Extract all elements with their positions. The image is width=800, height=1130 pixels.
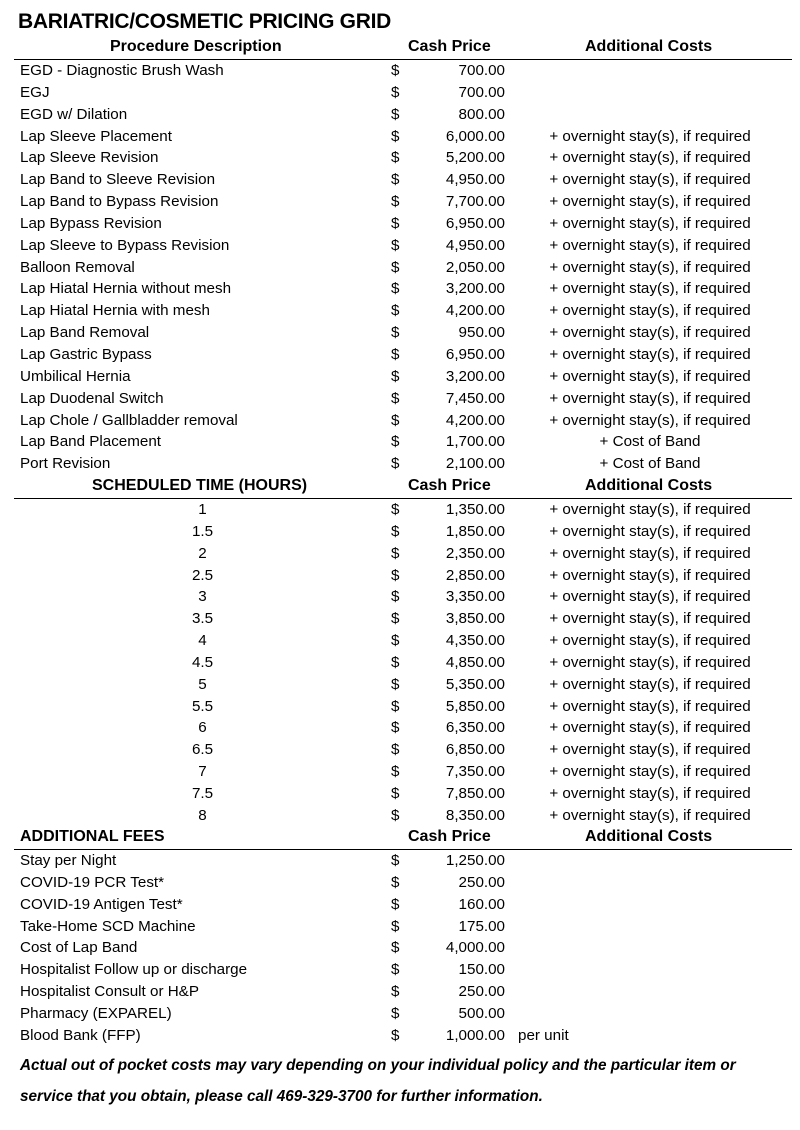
row-description: 4 [198, 632, 207, 650]
row-price: 1,250.00 [445, 852, 505, 869]
table-row [0, 499, 800, 521]
row-description: Lap Bypass Revision [20, 214, 162, 232]
currency-symbol: $ [391, 127, 400, 145]
scheduled-time-heading: SCHEDULED TIME (HOURS) [92, 477, 308, 494]
table-row [0, 652, 800, 674]
row-description: EGD w/ Dilation [20, 105, 128, 123]
table-row [0, 126, 800, 148]
row-price: 2,350.00 [445, 544, 505, 562]
row-price: 4,950.00 [445, 236, 505, 254]
currency-symbol: $ [391, 501, 400, 518]
row-price: 6,950.00 [445, 214, 505, 232]
currency-symbol: $ [391, 588, 400, 606]
row-additional-cost: + overnight stay(s), if required [549, 127, 751, 145]
row-price: 2,100.00 [445, 455, 505, 473]
row-price: 1,700.00 [445, 433, 505, 451]
table-row [0, 431, 800, 453]
row-additional-cost: + overnight stay(s), if required [549, 149, 751, 167]
row-price: 700.00 [458, 83, 505, 101]
row-price: 1,850.00 [445, 522, 505, 540]
currency-symbol: $ [391, 983, 400, 1001]
currency-symbol: $ [391, 433, 400, 451]
row-additional-cost: + overnight stay(s), if required [549, 367, 751, 385]
table-row [0, 739, 800, 761]
page-title: BARIATRIC/COSMETIC PRICING GRID [18, 10, 391, 33]
row-description: Hospitalist Consult or H&P [20, 983, 199, 1001]
row-description: 2 [198, 544, 207, 562]
currency-symbol: $ [391, 939, 400, 957]
currency-symbol: $ [391, 544, 400, 562]
row-description: Lap Duodenal Switch [20, 389, 164, 407]
row-description: Lap Sleeve Revision [20, 149, 159, 167]
currency-symbol: $ [391, 411, 400, 429]
scheduled-rows [0, 499, 800, 827]
table-row [0, 805, 800, 827]
table-row [0, 257, 800, 279]
additional-costs-heading: Additional Costs [585, 477, 713, 494]
table-row [0, 344, 800, 366]
row-additional-cost: + overnight stay(s), if required [549, 214, 751, 232]
currency-symbol: $ [391, 149, 400, 167]
procedure-description-heading: Procedure Description [110, 38, 282, 55]
row-additional-cost: + Cost of Band [599, 455, 701, 473]
currency-symbol: $ [391, 455, 400, 473]
row-additional-cost: + overnight stay(s), if required [549, 675, 751, 693]
row-description: 6.5 [191, 741, 214, 759]
row-price: 3,850.00 [445, 610, 505, 628]
row-description: 7 [198, 763, 207, 781]
table-row [0, 300, 800, 322]
cash-price-heading: Cash Price [408, 828, 491, 845]
table-row [0, 894, 800, 916]
row-description: Umbilical Hernia [20, 367, 131, 385]
row-description: Take-Home SCD Machine [20, 917, 196, 935]
row-price: 1,350.00 [445, 501, 505, 518]
cash-price-heading: Cash Price [408, 477, 491, 494]
table-row [0, 104, 800, 126]
row-price: 2,850.00 [445, 566, 505, 584]
currency-symbol: $ [391, 105, 400, 123]
table-row [0, 1003, 800, 1025]
table-row [0, 169, 800, 191]
table-row [0, 981, 800, 1003]
row-price: 950.00 [458, 324, 505, 342]
row-price: 3,200.00 [445, 280, 505, 298]
currency-symbol: $ [391, 171, 400, 189]
currency-symbol: $ [391, 719, 400, 737]
currency-symbol: $ [391, 675, 400, 693]
currency-symbol: $ [391, 214, 400, 232]
procedures-rows [0, 60, 800, 475]
row-description: Balloon Removal [20, 258, 135, 276]
row-description: Lap Band Placement [20, 433, 162, 451]
cash-price-heading: Cash Price [408, 38, 491, 55]
row-price: 5,350.00 [445, 675, 505, 693]
row-price: 150.00 [458, 961, 505, 979]
row-additional-cost: + overnight stay(s), if required [549, 653, 751, 671]
table-row [0, 235, 800, 257]
table-row [0, 453, 800, 475]
row-description: Lap Band Removal [20, 324, 150, 342]
row-additional-cost: per unit [518, 1026, 569, 1044]
scheduled-header [0, 477, 800, 499]
row-description: 5 [198, 675, 207, 693]
currency-symbol: $ [391, 1004, 400, 1022]
row-description: Stay per Night [20, 852, 117, 869]
row-price: 8,350.00 [445, 806, 505, 824]
table-row [0, 410, 800, 432]
row-description: Lap Hiatal Hernia without mesh [20, 280, 232, 298]
row-price: 250.00 [458, 983, 505, 1001]
table-row [0, 366, 800, 388]
additional-fees-section [0, 828, 800, 1047]
currency-symbol: $ [391, 610, 400, 628]
row-additional-cost: + overnight stay(s), if required [549, 193, 751, 211]
table-row [0, 388, 800, 410]
row-description: COVID-19 PCR Test* [20, 873, 165, 891]
row-price: 160.00 [458, 895, 505, 913]
row-description: Cost of Lap Band [20, 939, 138, 957]
row-additional-cost: + overnight stay(s), if required [549, 566, 751, 584]
row-description: 1 [198, 501, 207, 518]
table-row [0, 696, 800, 718]
row-additional-cost: + overnight stay(s), if required [549, 610, 751, 628]
table-row [0, 717, 800, 739]
currency-symbol: $ [391, 806, 400, 824]
procedures-section [0, 38, 800, 475]
currency-symbol: $ [391, 193, 400, 211]
table-row [0, 191, 800, 213]
additional-fees-heading: ADDITIONAL FEES [20, 828, 165, 845]
row-price: 6,950.00 [445, 345, 505, 363]
row-price: 6,350.00 [445, 719, 505, 737]
row-additional-cost: + overnight stay(s), if required [549, 632, 751, 650]
row-additional-cost: + overnight stay(s), if required [549, 784, 751, 802]
table-row [0, 850, 800, 872]
row-additional-cost: + overnight stay(s), if required [549, 236, 751, 254]
row-additional-cost: + Cost of Band [599, 433, 701, 451]
table-row [0, 278, 800, 300]
table-row [0, 916, 800, 938]
currency-symbol: $ [391, 653, 400, 671]
row-price: 6,850.00 [445, 741, 505, 759]
currency-symbol: $ [391, 389, 400, 407]
row-price: 7,350.00 [445, 763, 505, 781]
row-price: 250.00 [458, 873, 505, 891]
currency-symbol: $ [391, 566, 400, 584]
row-price: 7,700.00 [445, 193, 505, 211]
row-description: 4.5 [191, 653, 214, 671]
currency-symbol: $ [391, 236, 400, 254]
row-price: 5,850.00 [445, 697, 505, 715]
row-additional-cost: + overnight stay(s), if required [549, 522, 751, 540]
table-row [0, 586, 800, 608]
row-description: Lap Chole / Gallbladder removal [20, 411, 238, 429]
row-price: 3,200.00 [445, 367, 505, 385]
row-price: 800.00 [458, 105, 505, 123]
currency-symbol: $ [391, 961, 400, 979]
currency-symbol: $ [391, 697, 400, 715]
row-additional-cost: + overnight stay(s), if required [549, 806, 751, 824]
row-description: 2.5 [191, 566, 214, 584]
currency-symbol: $ [391, 83, 400, 101]
row-description: Lap Band to Bypass Revision [20, 193, 219, 211]
currency-symbol: $ [391, 302, 400, 320]
row-description: Lap Gastric Bypass [20, 345, 152, 363]
row-description: Lap Hiatal Hernia with mesh [20, 302, 210, 320]
row-additional-cost: + overnight stay(s), if required [549, 719, 751, 737]
row-description: 3 [198, 588, 207, 606]
additional-costs-heading: Additional Costs [585, 828, 713, 845]
table-row [0, 82, 800, 104]
row-additional-cost: + overnight stay(s), if required [549, 345, 751, 363]
currency-symbol: $ [391, 852, 400, 869]
table-row [0, 147, 800, 169]
additional-costs-heading: Additional Costs [585, 38, 713, 55]
table-row [0, 543, 800, 565]
row-description: 1.5 [191, 522, 214, 540]
row-description: COVID-19 Antigen Test* [20, 895, 183, 913]
currency-symbol: $ [391, 280, 400, 298]
currency-symbol: $ [391, 324, 400, 342]
row-description: 8 [198, 806, 207, 824]
row-additional-cost: + overnight stay(s), if required [549, 280, 751, 298]
row-price: 5,200.00 [445, 149, 505, 167]
row-price: 2,050.00 [445, 258, 505, 276]
row-price: 4,950.00 [445, 171, 505, 189]
row-description: Lap Sleeve Placement [20, 127, 172, 145]
row-description: EGJ [20, 83, 50, 101]
currency-symbol: $ [391, 1026, 400, 1044]
scheduled-time-section [0, 477, 800, 827]
table-row [0, 783, 800, 805]
table-row [0, 521, 800, 543]
table-row [0, 761, 800, 783]
row-additional-cost: + overnight stay(s), if required [549, 302, 751, 320]
row-description: Blood Bank (FFP) [20, 1026, 141, 1044]
currency-symbol: $ [391, 367, 400, 385]
table-row [0, 322, 800, 344]
row-additional-cost: + overnight stay(s), if required [549, 324, 751, 342]
currency-symbol: $ [391, 345, 400, 363]
currency-symbol: $ [391, 62, 400, 79]
currency-symbol: $ [391, 632, 400, 650]
row-price: 6,000.00 [445, 127, 505, 145]
row-additional-cost: + overnight stay(s), if required [549, 258, 751, 276]
row-description: 7.5 [191, 784, 214, 802]
row-additional-cost: + overnight stay(s), if required [549, 411, 751, 429]
row-price: 7,450.00 [445, 389, 505, 407]
row-price: 4,350.00 [445, 632, 505, 650]
fees-header [0, 828, 800, 850]
row-price: 1,000.00 [445, 1026, 505, 1044]
row-description: Lap Sleeve to Bypass Revision [20, 236, 230, 254]
row-price: 4,200.00 [445, 411, 505, 429]
row-price: 3,350.00 [445, 588, 505, 606]
row-description: Lap Band to Sleeve Revision [20, 171, 216, 189]
row-additional-cost: + overnight stay(s), if required [549, 588, 751, 606]
row-description: 5.5 [191, 697, 214, 715]
table-row [0, 1025, 800, 1047]
table-row [0, 674, 800, 696]
row-description: 6 [198, 719, 207, 737]
table-row [0, 959, 800, 981]
row-description: EGD - Diagnostic Brush Wash [20, 62, 224, 79]
currency-symbol: $ [391, 917, 400, 935]
currency-symbol: $ [391, 258, 400, 276]
row-description: 3.5 [191, 610, 214, 628]
disclaimer-note: Actual out of pocket costs may vary depending on your individual policy and the particular item or service that you obtain, please call 469-329-3700 for further information. [20, 1057, 736, 1105]
currency-symbol: $ [391, 784, 400, 802]
row-description: Hospitalist Follow up or discharge [20, 961, 248, 979]
row-additional-cost: + overnight stay(s), if required [549, 389, 751, 407]
row-additional-cost: + overnight stay(s), if required [549, 501, 751, 518]
row-price: 4,000.00 [445, 939, 505, 957]
row-additional-cost: + overnight stay(s), if required [549, 544, 751, 562]
procedures-header [0, 38, 800, 60]
fees-rows [0, 850, 800, 1047]
currency-symbol: $ [391, 763, 400, 781]
row-additional-cost: + overnight stay(s), if required [549, 763, 751, 781]
row-price: 7,850.00 [445, 784, 505, 802]
currency-symbol: $ [391, 895, 400, 913]
table-row [0, 937, 800, 959]
row-price: 175.00 [458, 917, 505, 935]
table-row [0, 630, 800, 652]
table-row [0, 60, 800, 82]
currency-symbol: $ [391, 873, 400, 891]
table-row [0, 872, 800, 894]
row-price: 4,850.00 [445, 653, 505, 671]
table-row [0, 608, 800, 630]
row-additional-cost: + overnight stay(s), if required [549, 171, 751, 189]
row-additional-cost: + overnight stay(s), if required [549, 741, 751, 759]
row-price: 700.00 [458, 62, 505, 79]
currency-symbol: $ [391, 522, 400, 540]
table-row [0, 565, 800, 587]
currency-symbol: $ [391, 741, 400, 759]
row-description: Pharmacy (EXPAREL) [20, 1004, 172, 1022]
row-price: 4,200.00 [445, 302, 505, 320]
table-row [0, 213, 800, 235]
row-additional-cost: + overnight stay(s), if required [549, 697, 751, 715]
row-description: Port Revision [20, 455, 111, 473]
row-price: 500.00 [458, 1004, 505, 1022]
